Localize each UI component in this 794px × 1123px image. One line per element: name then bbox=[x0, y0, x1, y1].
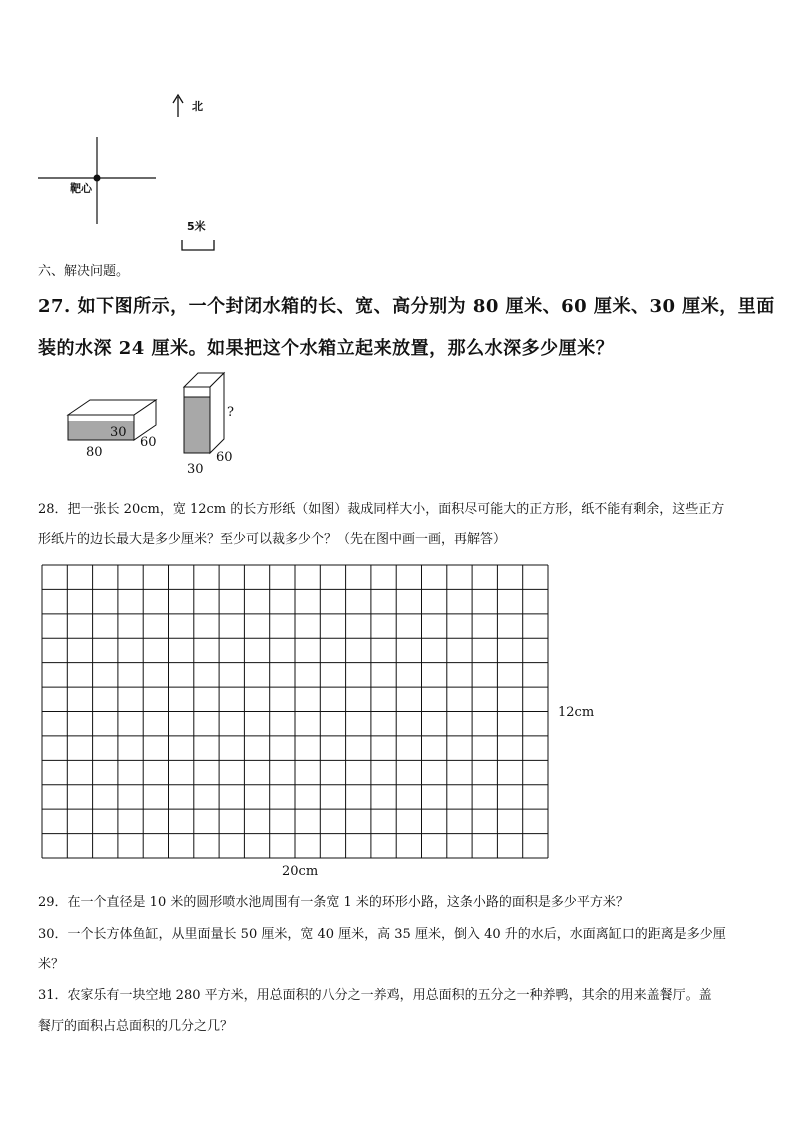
box1-width-label: 60 bbox=[140, 435, 157, 450]
center-label: 靶心 bbox=[70, 182, 92, 195]
grid-paper[interactable] bbox=[40, 563, 552, 860]
box1-height-label: 30 bbox=[110, 425, 127, 440]
target-diagram bbox=[30, 85, 230, 260]
box2-width-label: 60 bbox=[216, 450, 233, 465]
grid-height-label: 12cm bbox=[558, 705, 595, 720]
q31-line2: 餐厅的面积占总面积的几分之几？ bbox=[38, 1019, 234, 1034]
q31-line1: 31．农家乐有一块空地 280 平方米，用总面积的八分之一养鸡，用总面积的五分之一种养鸭，其余的用来盖餐厅。盖 bbox=[38, 988, 712, 1003]
q28-line2: 形纸片的边长最大是多少厘米？至少可以裁多少个？（先在图中画一画，再解答） bbox=[38, 532, 507, 547]
box1-length-label: 80 bbox=[86, 445, 103, 460]
box2-length-label: 30 bbox=[187, 462, 204, 477]
tank-standing-figure bbox=[180, 365, 240, 477]
section-heading: 六、解决问题。 bbox=[38, 264, 130, 279]
q30-line2: 米？ bbox=[38, 957, 65, 972]
q28-line1: 28．把一张长 20cm，宽 12cm 的长方形纸（如图）裁成同样大小，面积尽可能大的正方形，纸不能有剩余，这些正方 bbox=[38, 502, 725, 517]
tank-flat-figure bbox=[60, 395, 170, 460]
q27-line1: 27. 如下图所示，一个封闭水箱的长、宽、高分别为 80 厘米、60 厘米、30 厘米，里面 bbox=[38, 296, 775, 317]
north-label: 北 bbox=[192, 100, 203, 113]
scale-label: 5米 bbox=[187, 220, 206, 233]
grid-width-label: 20cm bbox=[282, 864, 319, 879]
q29-text: 29．在一个直径是 10 米的圆形喷水池周围有一条宽 1 米的环形小路，这条小路的面积是多少平方米？ bbox=[38, 895, 629, 910]
q27-line2: 装的水深 24 厘米。如果把这个水箱立起来放置，那么水深多少厘米？ bbox=[38, 338, 615, 359]
box2-unknown-label: ? bbox=[227, 405, 234, 420]
scale-bar bbox=[182, 240, 214, 250]
q30-line1: 30．一个长方体鱼缸，从里面量长 50 厘米，宽 40 厘米，高 35 厘米，倒入 40 升的水后，水面离缸口的距离是多少厘 bbox=[38, 927, 726, 942]
target-center-dot bbox=[94, 175, 101, 182]
